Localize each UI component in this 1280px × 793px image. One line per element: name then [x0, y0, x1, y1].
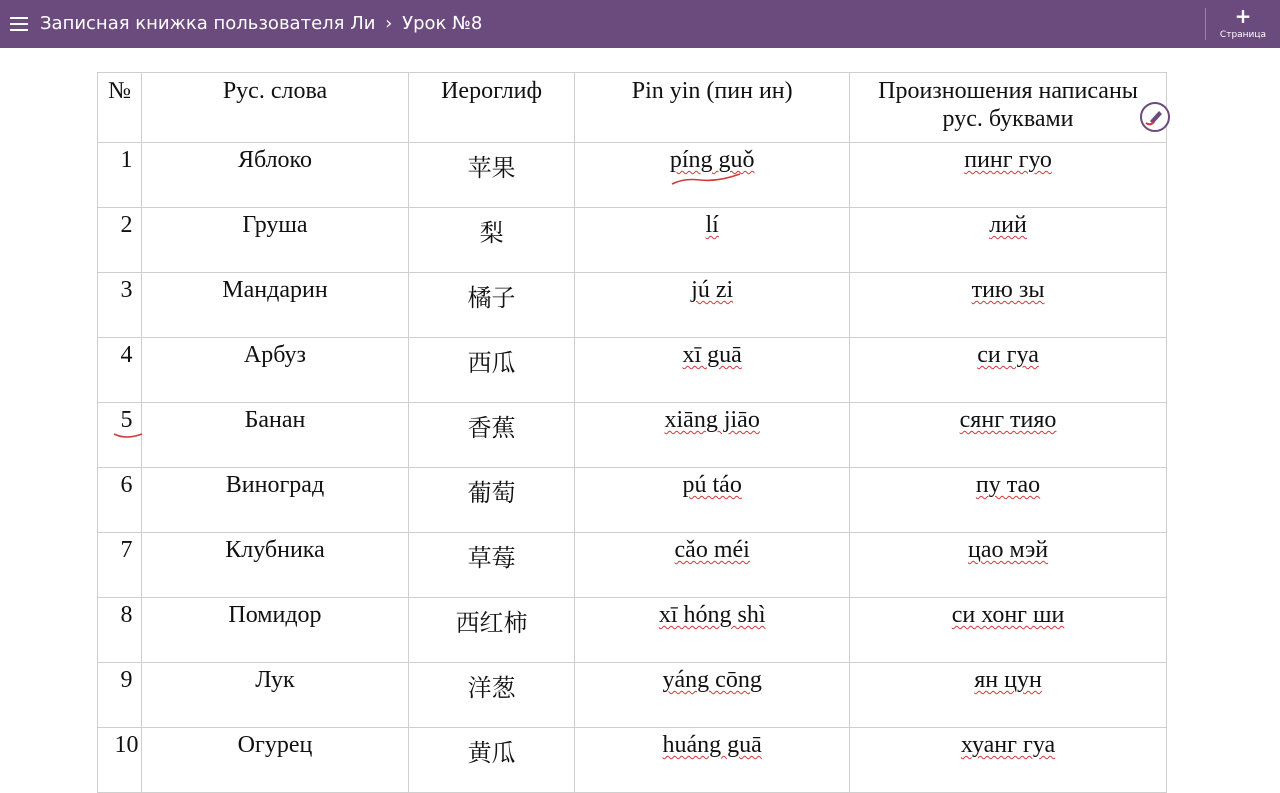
cell-russian-word: [142, 143, 409, 208]
handwritten-stroke: [664, 168, 764, 188]
table-header-row: [98, 73, 1167, 143]
cell-pinyin-text: yáng cōng: [662, 667, 762, 693]
cell-number: [98, 338, 142, 403]
cell-pronunciation-text: цао мэй: [967, 537, 1049, 563]
cell-pinyin-text: huáng guā: [662, 732, 762, 758]
cell-number-text: 9: [120, 667, 133, 693]
cell-pinyin: [575, 208, 850, 273]
cell-hieroglyph-text: 西红柿: [455, 609, 528, 637]
cell-hieroglyph-text: 洋葱: [467, 674, 516, 702]
cell-pinyin-text: lí: [705, 212, 719, 238]
cell-pinyin: [575, 273, 850, 338]
cell-russian-word-text: Груша: [242, 212, 308, 238]
cell-russian-word-text: Огурец: [237, 732, 313, 758]
table-row: [98, 273, 1167, 338]
hamburger-icon[interactable]: [10, 14, 28, 34]
cell-hieroglyph: [408, 663, 574, 728]
cell-russian-word-text: Яблоко: [237, 147, 312, 173]
cell-number-text: 8: [120, 602, 133, 628]
vocabulary-table: [97, 72, 1167, 793]
cell-russian-word: [142, 663, 409, 728]
cell-hieroglyph-text: 梨: [479, 219, 504, 247]
table-row: [98, 403, 1167, 468]
cell-pinyin: [575, 663, 850, 728]
cell-pronunciation: [850, 273, 1167, 338]
cell-hieroglyph-text: 橘子: [467, 284, 516, 312]
cell-russian-word: [142, 403, 409, 468]
cell-number: [98, 143, 142, 208]
handwritten-underline: [112, 428, 144, 442]
cell-hieroglyph: [408, 598, 574, 663]
cell-hieroglyph: [408, 403, 574, 468]
breadcrumb-notebook[interactable]: Записная книжка пользователя Ли: [40, 13, 376, 34]
cell-number-text: 10: [114, 732, 139, 758]
cell-number-text: 2: [120, 212, 133, 238]
add-page-label: Страница: [1219, 30, 1267, 40]
cell-pronunciation-text: хуанг гуа: [960, 732, 1056, 758]
cell-russian-word-text: Виноград: [225, 472, 325, 498]
cell-russian-word-text: Арбуз: [243, 342, 307, 368]
cell-russian-word-text: Помидор: [228, 602, 322, 628]
cell-pinyin-text: xī hóng shì: [658, 602, 766, 628]
table-row: [98, 338, 1167, 403]
cell-hieroglyph: [408, 533, 574, 598]
cell-pinyin: [575, 468, 850, 533]
cell-hieroglyph-text: 苹果: [467, 154, 516, 182]
cell-pronunciation-text: си гуа: [977, 342, 1039, 368]
cell-pinyin: [575, 598, 850, 663]
cell-pinyin-text: xī guā: [682, 342, 742, 368]
cell-pronunciation-text: ян цун: [974, 667, 1042, 693]
cell-number: [98, 273, 142, 338]
cell-number: [98, 728, 142, 793]
breadcrumb-page[interactable]: Урок №8: [402, 13, 483, 34]
cell-pronunciation-text: пу тао: [975, 472, 1041, 498]
cell-number-text: 4: [120, 342, 133, 368]
cell-russian-word: [142, 598, 409, 663]
table-row: [98, 728, 1167, 793]
cell-hieroglyph: [408, 338, 574, 403]
cell-number: [98, 208, 142, 273]
table-row: [98, 663, 1167, 728]
header-pronunciation-line1: Произношения написаны: [878, 78, 1138, 104]
cell-pinyin-text: pú táo: [682, 472, 742, 498]
title-bar: [0, 0, 1280, 48]
cell-pinyin-text: jú zi: [691, 277, 734, 303]
cell-number-text: 3: [120, 277, 133, 303]
cell-pronunciation: [850, 208, 1167, 273]
table-row: [98, 143, 1167, 208]
cell-russian-word-text: Мандарин: [222, 277, 328, 303]
header-hieroglyph: Иероглиф: [408, 73, 574, 143]
toolbar-divider: [1205, 8, 1206, 40]
cell-pinyin: [575, 403, 850, 468]
cell-russian-word: [142, 533, 409, 598]
table-row: [98, 533, 1167, 598]
table-row: [98, 468, 1167, 533]
cell-hieroglyph-text: 西瓜: [467, 349, 516, 377]
cell-pronunciation-text: тию зы: [971, 277, 1045, 303]
cell-pinyin: [575, 728, 850, 793]
cell-hieroglyph-text: 黄瓜: [467, 739, 516, 767]
cell-pronunciation-text: си хонг ши: [951, 602, 1065, 628]
header-pinyin: Pin yin (пин ин): [575, 73, 850, 143]
cell-pinyin-text: cǎo méi: [674, 537, 750, 563]
cell-number-text: 5: [120, 407, 133, 433]
cell-number: [98, 468, 142, 533]
add-page-button[interactable]: [1214, 4, 1272, 44]
cell-pronunciation: [850, 533, 1167, 598]
cell-pinyin-text: píng guǒ: [669, 147, 755, 173]
cell-hieroglyph-text: 草莓: [467, 544, 516, 572]
cell-number-text: 6: [120, 472, 133, 498]
cell-russian-word: [142, 338, 409, 403]
cell-russian-word-text: Лук: [255, 667, 295, 693]
header-russian-word: Рус. слова: [142, 73, 409, 143]
cell-pronunciation: [850, 663, 1167, 728]
cell-pinyin: [575, 338, 850, 403]
table-row: [98, 208, 1167, 273]
cell-pronunciation: [850, 728, 1167, 793]
header-number: №: [98, 73, 142, 143]
cell-number-text: 7: [120, 537, 133, 563]
cell-russian-word: [142, 273, 409, 338]
breadcrumb: [40, 13, 482, 35]
cell-hieroglyph: [408, 208, 574, 273]
breadcrumb-separator: ›: [385, 13, 393, 34]
cell-pronunciation-text: пинг гуо: [964, 147, 1052, 173]
cell-russian-word: [142, 468, 409, 533]
cell-hieroglyph-text: 香蕉: [467, 414, 516, 442]
cell-pinyin-text: xiāng jiāo: [664, 407, 760, 433]
cell-number-text: 1: [120, 147, 133, 173]
plus-icon: +: [1234, 4, 1252, 28]
cell-number: [98, 533, 142, 598]
cell-hieroglyph: [408, 273, 574, 338]
cell-number: [98, 663, 142, 728]
cell-pronunciation: [850, 403, 1167, 468]
cell-pronunciation: [850, 598, 1167, 663]
cell-hieroglyph: [408, 143, 574, 208]
cell-pronunciation: [850, 143, 1167, 208]
cell-russian-word-text: Клубника: [225, 537, 325, 563]
table-row: [98, 598, 1167, 663]
cell-russian-word-text: Банан: [244, 407, 306, 433]
ink-pen-icon[interactable]: [1139, 101, 1171, 133]
cell-russian-word: [142, 208, 409, 273]
cell-russian-word: [142, 728, 409, 793]
cell-hieroglyph: [408, 728, 574, 793]
cell-hieroglyph-text: 葡萄: [467, 479, 516, 507]
cell-hieroglyph: [408, 468, 574, 533]
header-pronunciation-line2: рус. буквами: [942, 106, 1074, 132]
cell-pinyin: [575, 533, 850, 598]
cell-pronunciation: [850, 468, 1167, 533]
cell-number: [98, 598, 142, 663]
header-pronunciation: [850, 73, 1167, 143]
cell-pronunciation-text: лий: [989, 212, 1027, 238]
cell-pronunciation-text: сянг тияо: [959, 407, 1057, 433]
cell-pronunciation: [850, 338, 1167, 403]
